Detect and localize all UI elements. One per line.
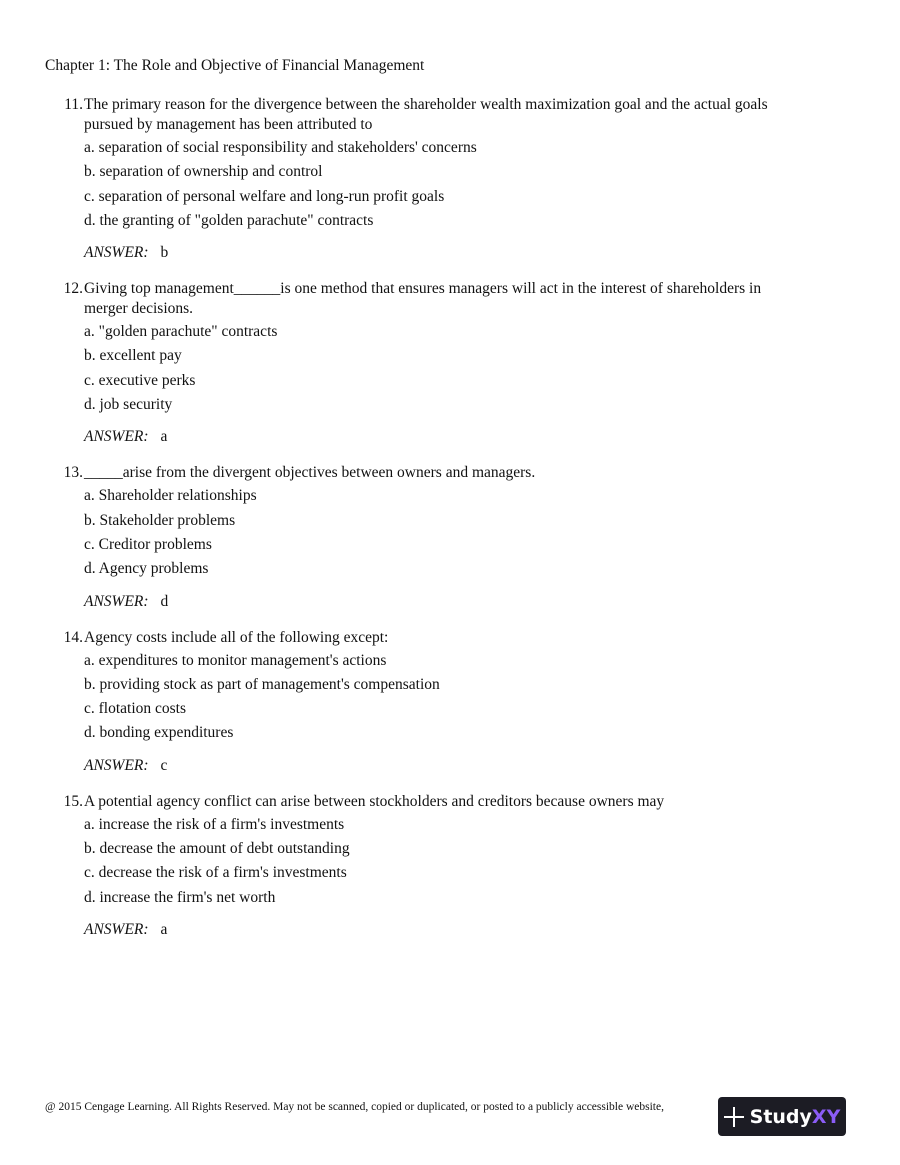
question-stem xyxy=(0,463,900,483)
question-number: 14 . xyxy=(55,628,83,648)
logo-text-main: Study xyxy=(749,1105,812,1128)
options-list xyxy=(0,136,900,233)
option-c: c. Creditor problems xyxy=(84,535,212,553)
question-13 xyxy=(0,463,900,611)
option-a: a. "golden parachute" contracts xyxy=(84,323,278,341)
question-text: A potential agency conflict can arise between stockholders and creditors because owners may xyxy=(84,792,665,810)
logo-text xyxy=(750,1106,841,1128)
question-number: 11 . xyxy=(55,95,83,115)
option-d: d. Agency problems xyxy=(84,560,209,578)
question-text: _____arise from the divergent objectives between owners and managers. xyxy=(84,464,536,482)
plus-icon xyxy=(724,1107,744,1127)
logo-text-accent: XY xyxy=(811,1105,841,1128)
question-11 xyxy=(0,95,900,263)
option-c: c. separation of personal welfare and long-run profit goals xyxy=(84,187,445,205)
option-b: b. Stakeholder problems xyxy=(84,511,236,529)
question-text: Agency costs include all of the following except: xyxy=(84,628,389,646)
answer-line xyxy=(0,756,900,776)
copyright-footer: @ 2015 Cengage Learning. All Rights Reserved. May not be scanned, copied or duplicated, or posted to a publicly accessible website, xyxy=(45,1101,664,1113)
option-b: b. decrease the amount of debt outstanding xyxy=(84,840,350,858)
options-list xyxy=(0,813,900,910)
answer-value: a xyxy=(160,428,168,446)
answer-value: b xyxy=(160,244,169,262)
answer-line xyxy=(0,427,900,447)
answer-label: ANSWER: xyxy=(84,428,149,446)
option-d: d. bonding expenditures xyxy=(84,724,234,742)
question-stem xyxy=(0,279,900,319)
answer-value: c xyxy=(160,756,168,774)
question-number: 15 . xyxy=(55,792,83,812)
option-c: c. executive perks xyxy=(84,371,196,389)
answer-line xyxy=(0,592,900,612)
question-number: 12 . xyxy=(55,279,83,299)
studyxy-logo[interactable] xyxy=(718,1097,846,1136)
question-15 xyxy=(0,792,900,940)
option-d: d. job security xyxy=(84,396,173,414)
question-12 xyxy=(0,279,900,447)
option-a: a. expenditures to monitor management's actions xyxy=(84,651,387,669)
option-d: d. increase the firm's net worth xyxy=(84,888,276,906)
option-c: c. decrease the risk of a firm's investments xyxy=(84,864,347,882)
question-stem xyxy=(0,792,900,812)
answer-value: d xyxy=(160,592,169,610)
answer-value: a xyxy=(160,920,168,938)
options-list xyxy=(0,649,900,746)
question-stem xyxy=(0,95,900,135)
option-a: a. Shareholder relationships xyxy=(84,487,257,505)
answer-label: ANSWER: xyxy=(84,592,149,610)
answer-line xyxy=(0,920,900,940)
option-b: b. providing stock as part of management's compensation xyxy=(84,675,440,693)
option-b: b. separation of ownership and control xyxy=(84,163,323,181)
question-text: Giving top management______is one method that ensures managers will act in the interest of shareholders in merger decisions. xyxy=(84,280,762,318)
question-list xyxy=(0,95,900,956)
answer-label: ANSWER: xyxy=(84,756,149,774)
answer-label: ANSWER: xyxy=(84,920,149,938)
answer-label: ANSWER: xyxy=(84,244,149,262)
chapter-title: Chapter 1: The Role and Objective of Financial Management xyxy=(45,57,425,74)
option-a: a. separation of social responsibility and stakeholders' concerns xyxy=(84,139,477,156)
question-number: 13 . xyxy=(55,463,83,483)
question-text: The primary reason for the divergence between the shareholder wealth maximization goal and the actual goals pursued by management has been attributed to xyxy=(84,96,768,133)
option-a: a. increase the risk of a firm's investments xyxy=(84,815,345,833)
option-b: b. excellent pay xyxy=(84,347,182,365)
options-list xyxy=(0,320,900,417)
question-14 xyxy=(0,628,900,776)
answer-line xyxy=(0,243,900,263)
option-c: c. flotation costs xyxy=(84,700,187,718)
options-list xyxy=(0,484,900,581)
question-stem xyxy=(0,628,900,648)
option-d: d. the granting of "golden parachute" contracts xyxy=(84,211,374,229)
